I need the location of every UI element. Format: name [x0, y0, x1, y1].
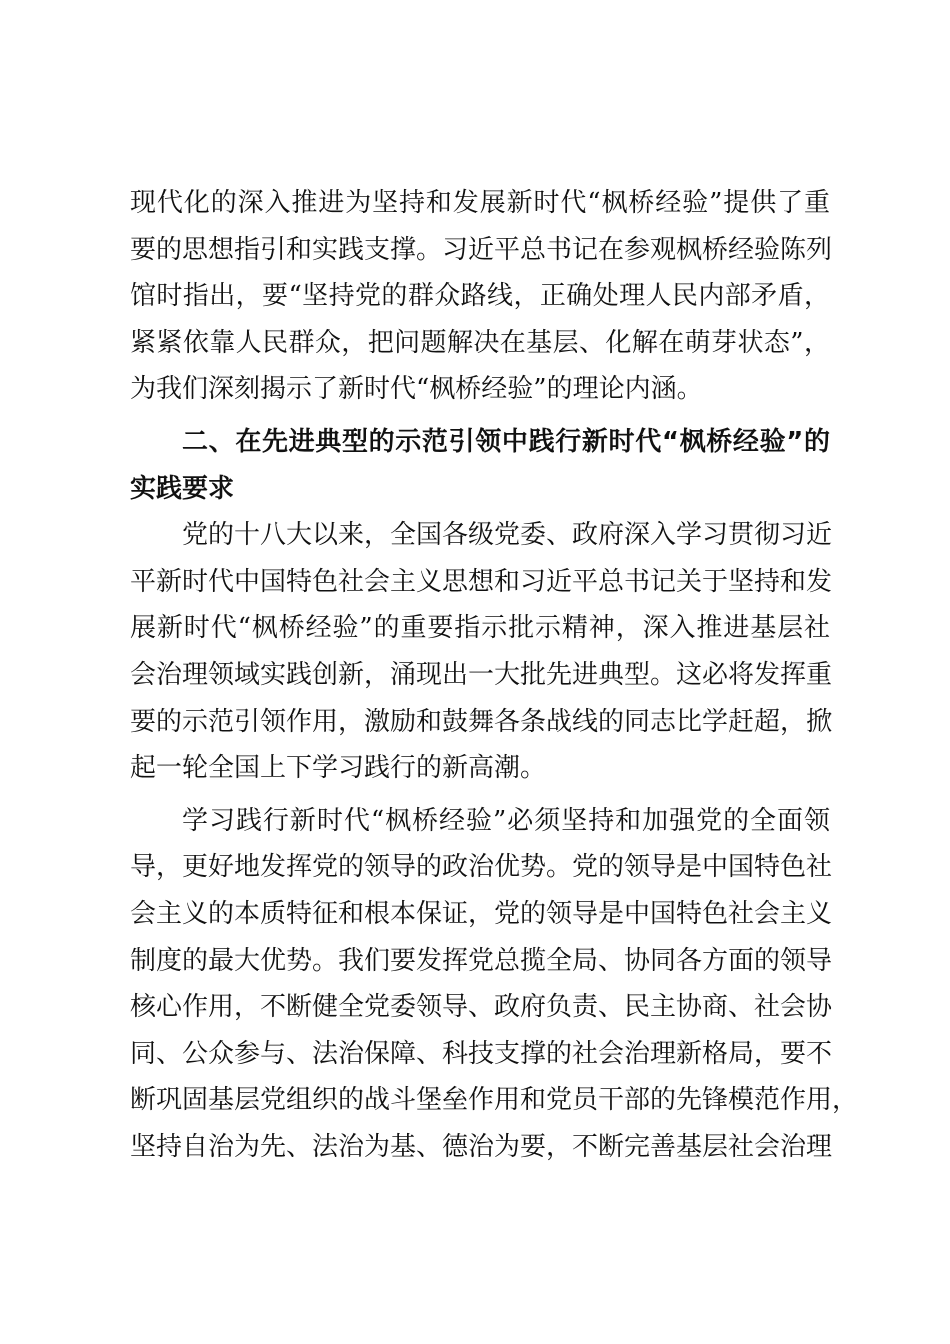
heading-line: 实践要求: [130, 473, 235, 504]
text-line: 制度的最大优势。我们要发挥党总揽全局、协同各方面的领导: [130, 945, 833, 976]
paragraph-2: [130, 512, 833, 792]
text-line: 起一轮全国上下学习践行的新高潮。: [130, 753, 547, 784]
text-line: 核心作用，不断健全党委领导、政府负责、民主协商、社会协: [130, 992, 833, 1023]
paragraph-continued: [130, 180, 833, 413]
text-line: 断巩固基层党组织的战斗堡垒作用和党员干部的先锋模范作用，: [130, 1085, 859, 1116]
text-line: 同、公众参与、法治保障、科技支撑的社会治理新格局，要不: [130, 1038, 833, 1069]
text-line: 党的十八大以来，全国各级党委、政府深入学习贯彻习近: [182, 520, 833, 551]
text-line: 为我们深刻揭示了新时代“枫桥经验”的理论内涵。: [130, 374, 703, 405]
text-line: 学习践行新时代“枫桥经验”必须坚持和加强党的全面领: [182, 805, 830, 836]
text-line: 要的思想指引和实践支撑。习近平总书记在参观枫桥经验陈列: [130, 234, 833, 265]
text-line: 导，更好地发挥党的领导的政治优势。党的领导是中国特色社: [130, 852, 833, 883]
text-line: 现代化的深入推进为坚持和发展新时代“枫桥经验”提供了重: [130, 188, 830, 218]
text-line: 紧紧依靠人民群众，把问题解决在基层、化解在萌芽状态”，: [130, 327, 830, 358]
text-line: 坚持自治为先、法治为基、德治为要，不断完善基层社会治理: [130, 1131, 833, 1162]
text-line: 会主义的本质特征和根本保证，党的领导是中国特色社会主义: [130, 898, 833, 929]
heading-line: 二、在先进典型的示范引领中践行新时代“枫桥经验”的: [182, 426, 830, 457]
section-heading: [130, 419, 830, 512]
paragraph-3: [130, 798, 859, 1171]
document-body: [130, 180, 859, 1170]
text-line: 会治理领域实践创新，涌现出一大批先进典型。这必将发挥重: [130, 659, 833, 690]
text-line: 要的示范引领作用，激励和鼓舞各条战线的同志比学赶超，掀: [130, 706, 833, 737]
text-line: 馆时指出，要“坚持党的群众路线，正确处理人民内部矛盾，: [130, 281, 830, 312]
text-line: 平新时代中国特色社会主义思想和习近平总书记关于坚持和发: [130, 566, 833, 597]
text-line: 展新时代“枫桥经验”的重要指示批示精神，深入推进基层社: [130, 613, 830, 644]
